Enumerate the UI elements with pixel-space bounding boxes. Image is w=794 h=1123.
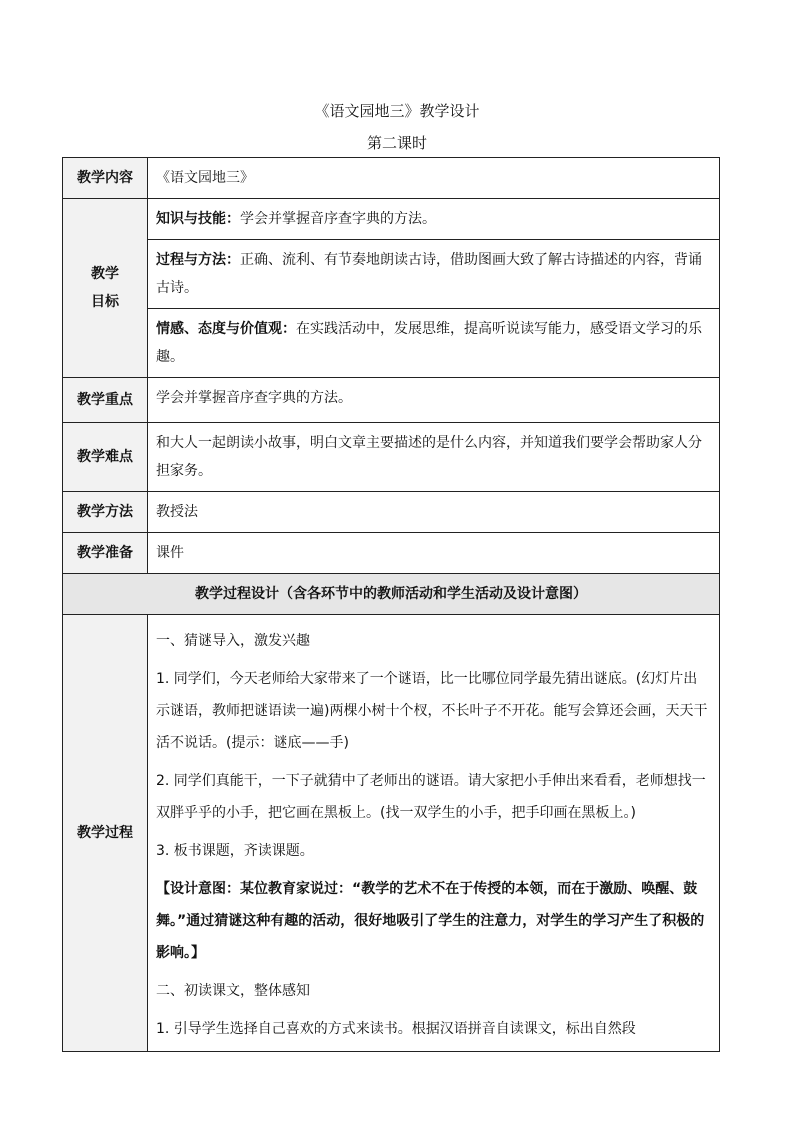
objective-emotion bbox=[148, 309, 720, 378]
row-objective-2 bbox=[63, 240, 720, 309]
objective-head: 过程与方法： bbox=[156, 252, 240, 268]
label-process: 教学过程 bbox=[63, 615, 148, 1052]
objective-head: 情感、态度与价值观： bbox=[156, 321, 296, 337]
process-paragraph: 1. 同学们，今天老师给大家带来了一个谜语，比一比哪位同学最先猜出谜底。(幻灯片出示谜语，教师把谜语读一遍)两棵小树十个杈，不长叶子不开花。能写会算还会画，天天干活不说话。(提示：谜底——手) bbox=[156, 671, 708, 751]
value-difficulty: 和大人一起朗读小故事，明白文章主要描述的是什么内容，并知道我们要学会帮助家人分担家务。 bbox=[148, 423, 720, 492]
document-title: 《语文园地三》教学设计 bbox=[314, 102, 480, 120]
process-paragraph: 一、猜谜导入，激发兴趣 bbox=[156, 633, 310, 649]
row-objective-1 bbox=[63, 199, 720, 240]
row-objective-3 bbox=[63, 309, 720, 378]
row-process bbox=[63, 615, 720, 1052]
objective-text: 学会并掌握音序查字典的方法。 bbox=[240, 211, 436, 227]
value-teaching-content: 《语文园地三》 bbox=[148, 158, 720, 199]
row-difficulty bbox=[63, 423, 720, 492]
process-content bbox=[148, 615, 720, 1052]
objective-process bbox=[148, 240, 720, 309]
objective-text: 在实践活动中，发展思维，提高听说读写能力，感受语文学习的乐趣。 bbox=[156, 321, 702, 365]
process-paragraph: 2. 同学们真能干，一下子就猜中了老师出的谜语。请大家把小手伸出来看看，老师想找一双胖乎乎的小手，把它画在黑板上。(找一双学生的小手，把手印画在黑板上。) bbox=[156, 773, 706, 821]
row-key-point bbox=[63, 378, 720, 423]
process-paragraph: 二、初读课文，整体感知 bbox=[156, 983, 310, 999]
label-teaching-objectives bbox=[63, 199, 148, 378]
label-teaching-content: 教学内容 bbox=[63, 158, 148, 199]
objective-knowledge bbox=[148, 199, 720, 240]
process-paragraph: 1. 引导学生选择自己喜欢的方式来读书。根据汉语拼音自读课文，标出自然段 bbox=[156, 1021, 636, 1037]
value-method: 教授法 bbox=[148, 492, 720, 533]
label-method: 教学方法 bbox=[63, 492, 148, 533]
process-design-header: 教学过程设计（含各环节中的教师活动和学生活动及设计意图） bbox=[63, 574, 720, 615]
lesson-plan-table bbox=[62, 157, 720, 1052]
objective-text: 正确、流利、有节奏地朗读古诗，借助图画大致了解古诗描述的内容，背诵古诗。 bbox=[156, 252, 702, 296]
objective-head: 知识与技能： bbox=[156, 211, 240, 227]
row-teaching-content bbox=[63, 158, 720, 199]
row-method bbox=[63, 492, 720, 533]
label-key-point: 教学重点 bbox=[63, 378, 148, 423]
value-key-point: 学会并掌握音序查字典的方法。 bbox=[148, 378, 720, 423]
document-subtitle: 第二课时 bbox=[366, 134, 427, 152]
label-objectives-line2: 目标 bbox=[91, 294, 119, 310]
row-preparation bbox=[63, 533, 720, 574]
label-difficulty: 教学难点 bbox=[63, 423, 148, 492]
label-preparation: 教学准备 bbox=[63, 533, 148, 574]
design-intent-note: 【设计意图：某位教育家说过：“教学的艺术不在于传授的本领，而在于激励、唤醒、鼓舞。”通过猜谜这种有趣的活动，很好地吸引了学生的注意力，对学生的学习产生了积极的影响。】 bbox=[156, 881, 705, 961]
row-section-header bbox=[63, 574, 720, 615]
process-paragraph: 3. 板书课题，齐读课题。 bbox=[156, 843, 314, 859]
value-preparation: 课件 bbox=[148, 533, 720, 574]
label-objectives-line1: 教学 bbox=[91, 266, 119, 282]
